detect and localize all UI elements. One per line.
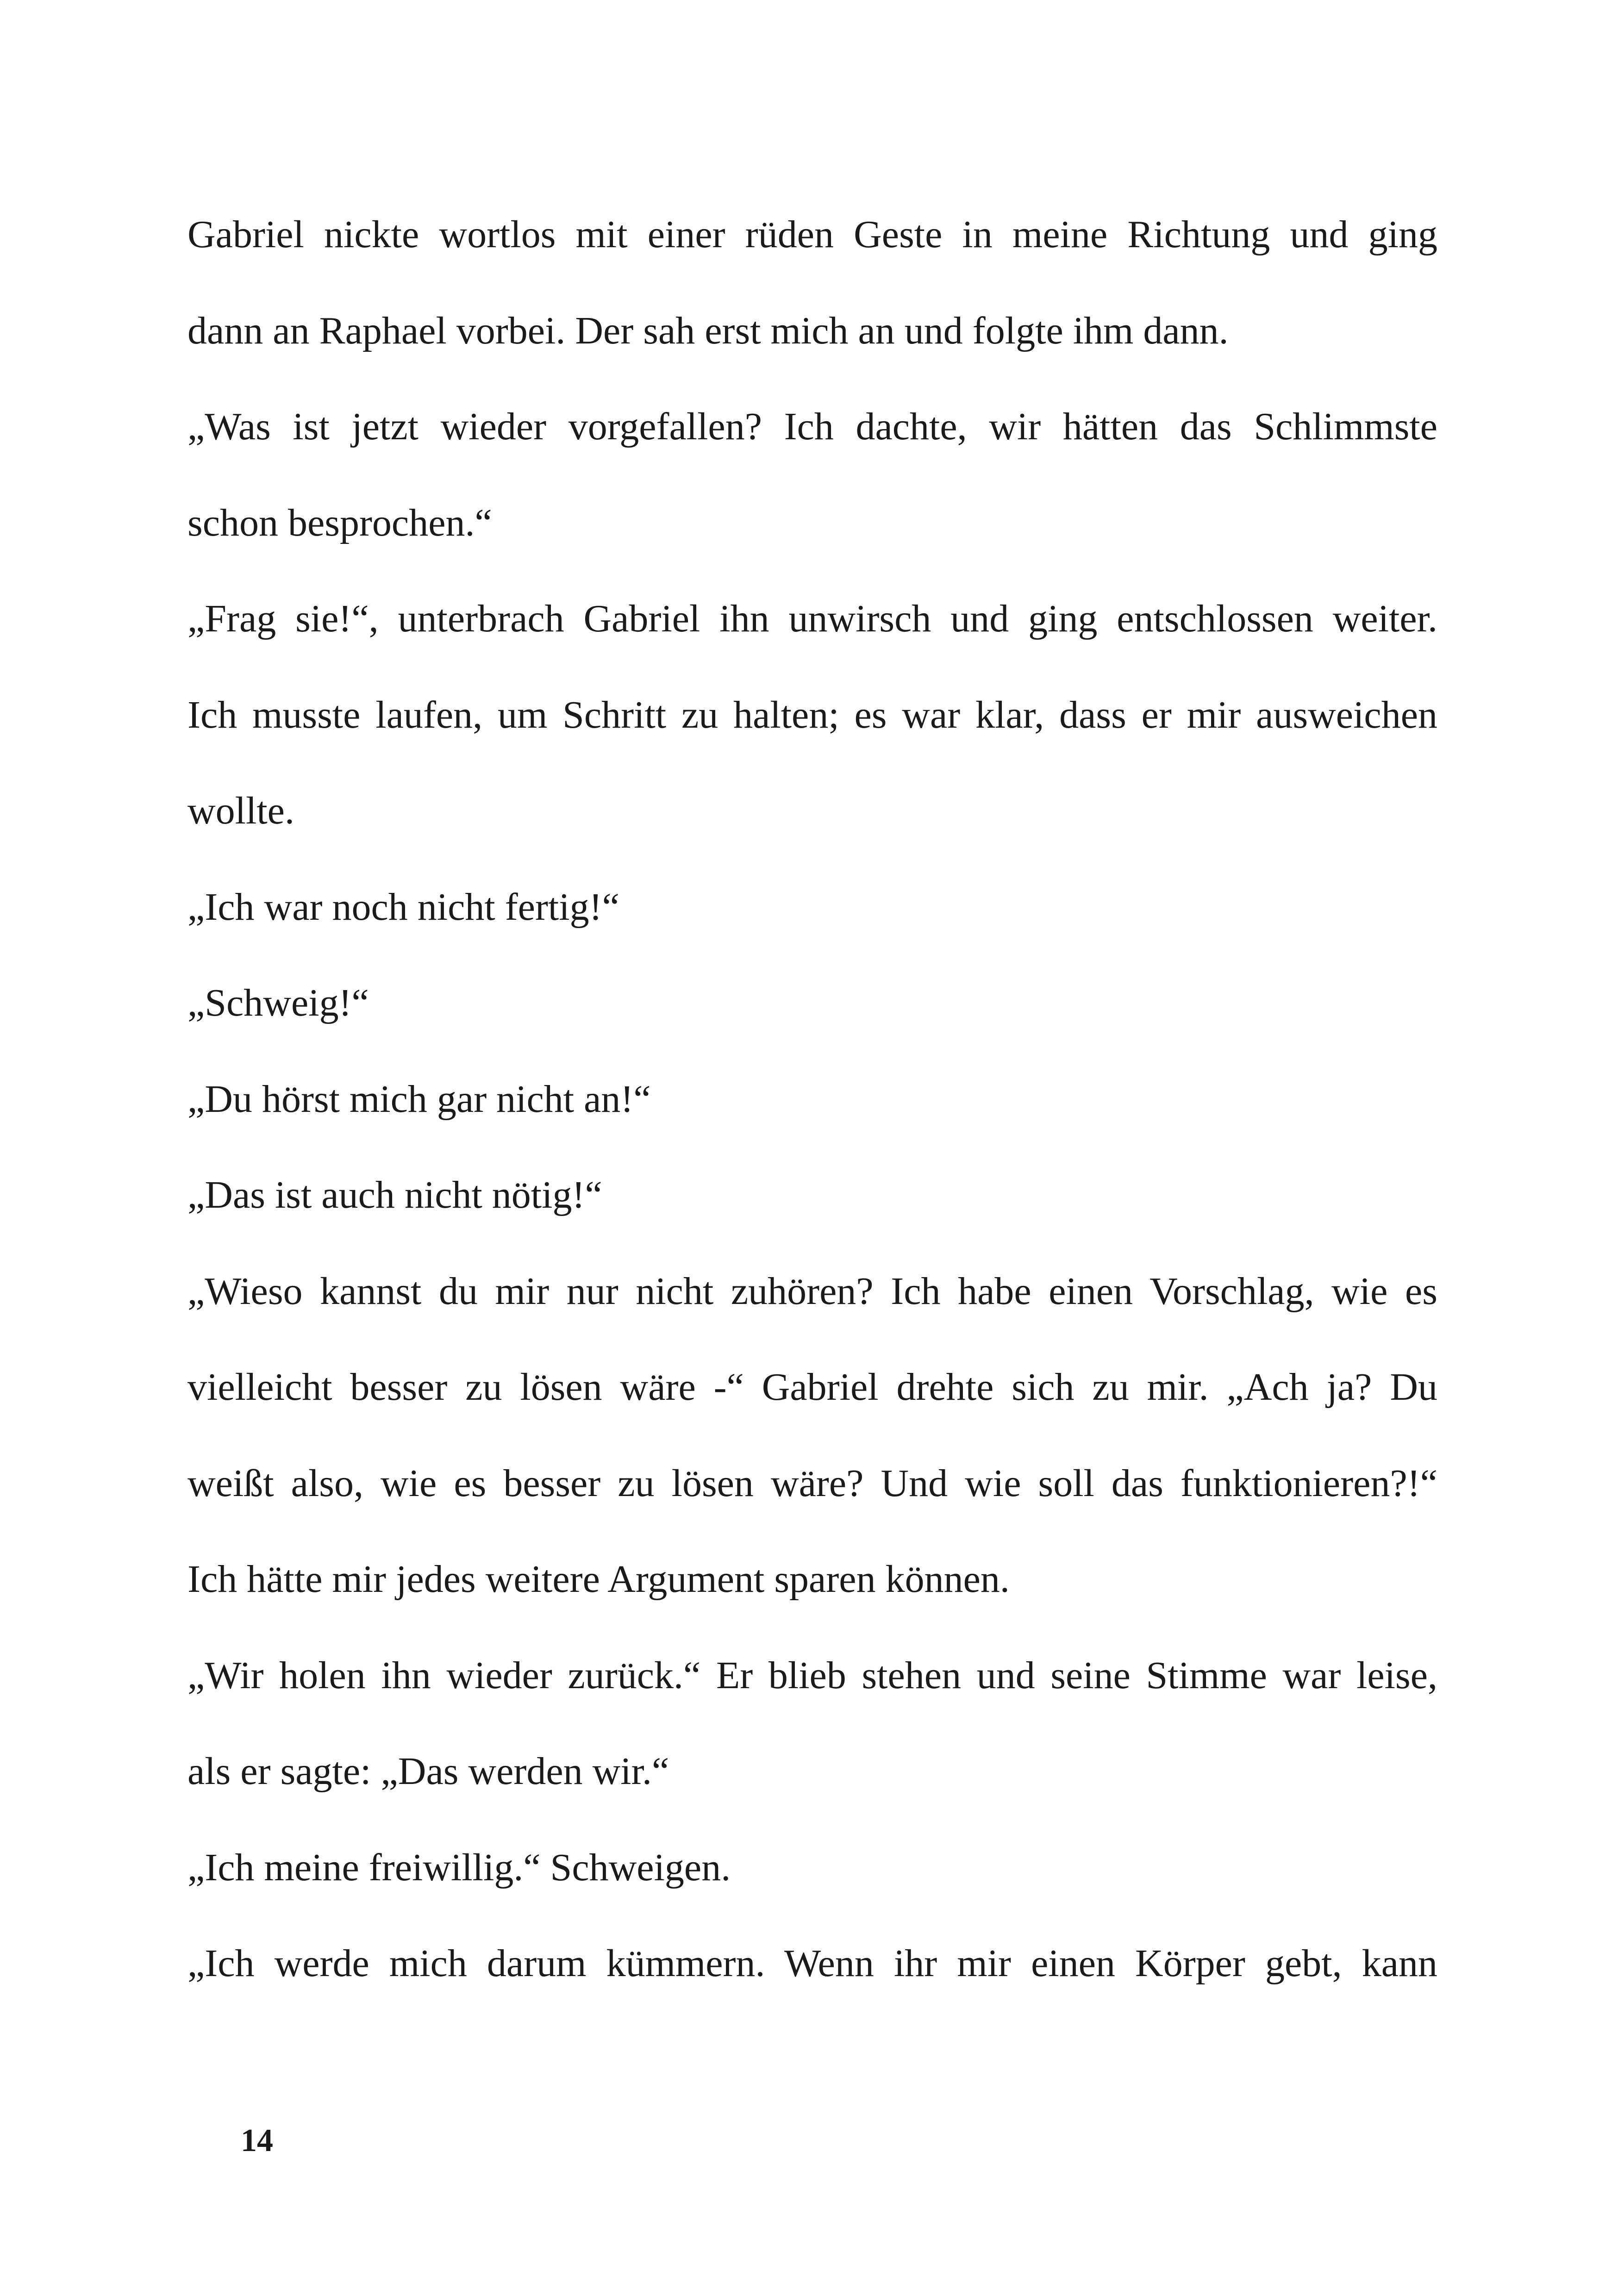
text-line: „Wieso kannst du mir nur nicht zuhören? Ich habe einen Vorschlag, wie es: [187, 1269, 1437, 1313]
text-line: „Ich werde mich darum kümmern. Wenn ihr mir einen Körper gebt, kann: [187, 1942, 1437, 1985]
text-line: dann an Raphael vorbei. Der sah erst mich an und folgte ihm dann.: [187, 309, 1229, 352]
text-line: „Ich war noch nicht fertig!“: [187, 885, 619, 929]
text-line: weißt also, wie es besser zu lösen wäre? Und wie soll das funktionieren?!“: [187, 1461, 1437, 1505]
text-line: vielleicht besser zu lösen wäre -“ Gabriel drehte sich zu mir. „Ach ja? Du: [187, 1366, 1437, 1409]
text-line: „Schweig!“: [187, 981, 369, 1024]
body-text: [187, 202, 1437, 2027]
text-line: als er sagte: „Das werden wir.“: [187, 1750, 669, 1793]
text-line: „Frag sie!“, unterbrach Gabriel ihn unwirsch und ging entschlossen weiter.: [187, 597, 1437, 640]
text-line: „Was ist jetzt wieder vorgefallen? Ich dachte, wir hätten das Schlimmste: [187, 405, 1437, 448]
text-line: „Wir holen ihn wieder zurück.“ Er blieb stehen und seine Stimme war leise,: [187, 1653, 1437, 1697]
text-line: Ich musste laufen, um Schritt zu halten; es war klar, dass er mir ausweichen: [187, 693, 1437, 736]
text-line: Gabriel nickte wortlos mit einer rüden Geste in meine Richtung und ging: [187, 213, 1437, 256]
text-line: „Das ist auch nicht nötig!“: [187, 1173, 602, 1216]
text-line: schon besprochen.“: [187, 501, 492, 544]
text-line: wollte.: [187, 789, 294, 832]
page-number: 14: [241, 2123, 273, 2158]
text-line: „Ich meine freiwillig.“ Schweigen.: [187, 1846, 731, 1889]
text-line: Ich hätte mir jedes weitere Argument sparen können.: [187, 1558, 1010, 1601]
text-line: „Du hörst mich gar nicht an!“: [187, 1077, 651, 1121]
